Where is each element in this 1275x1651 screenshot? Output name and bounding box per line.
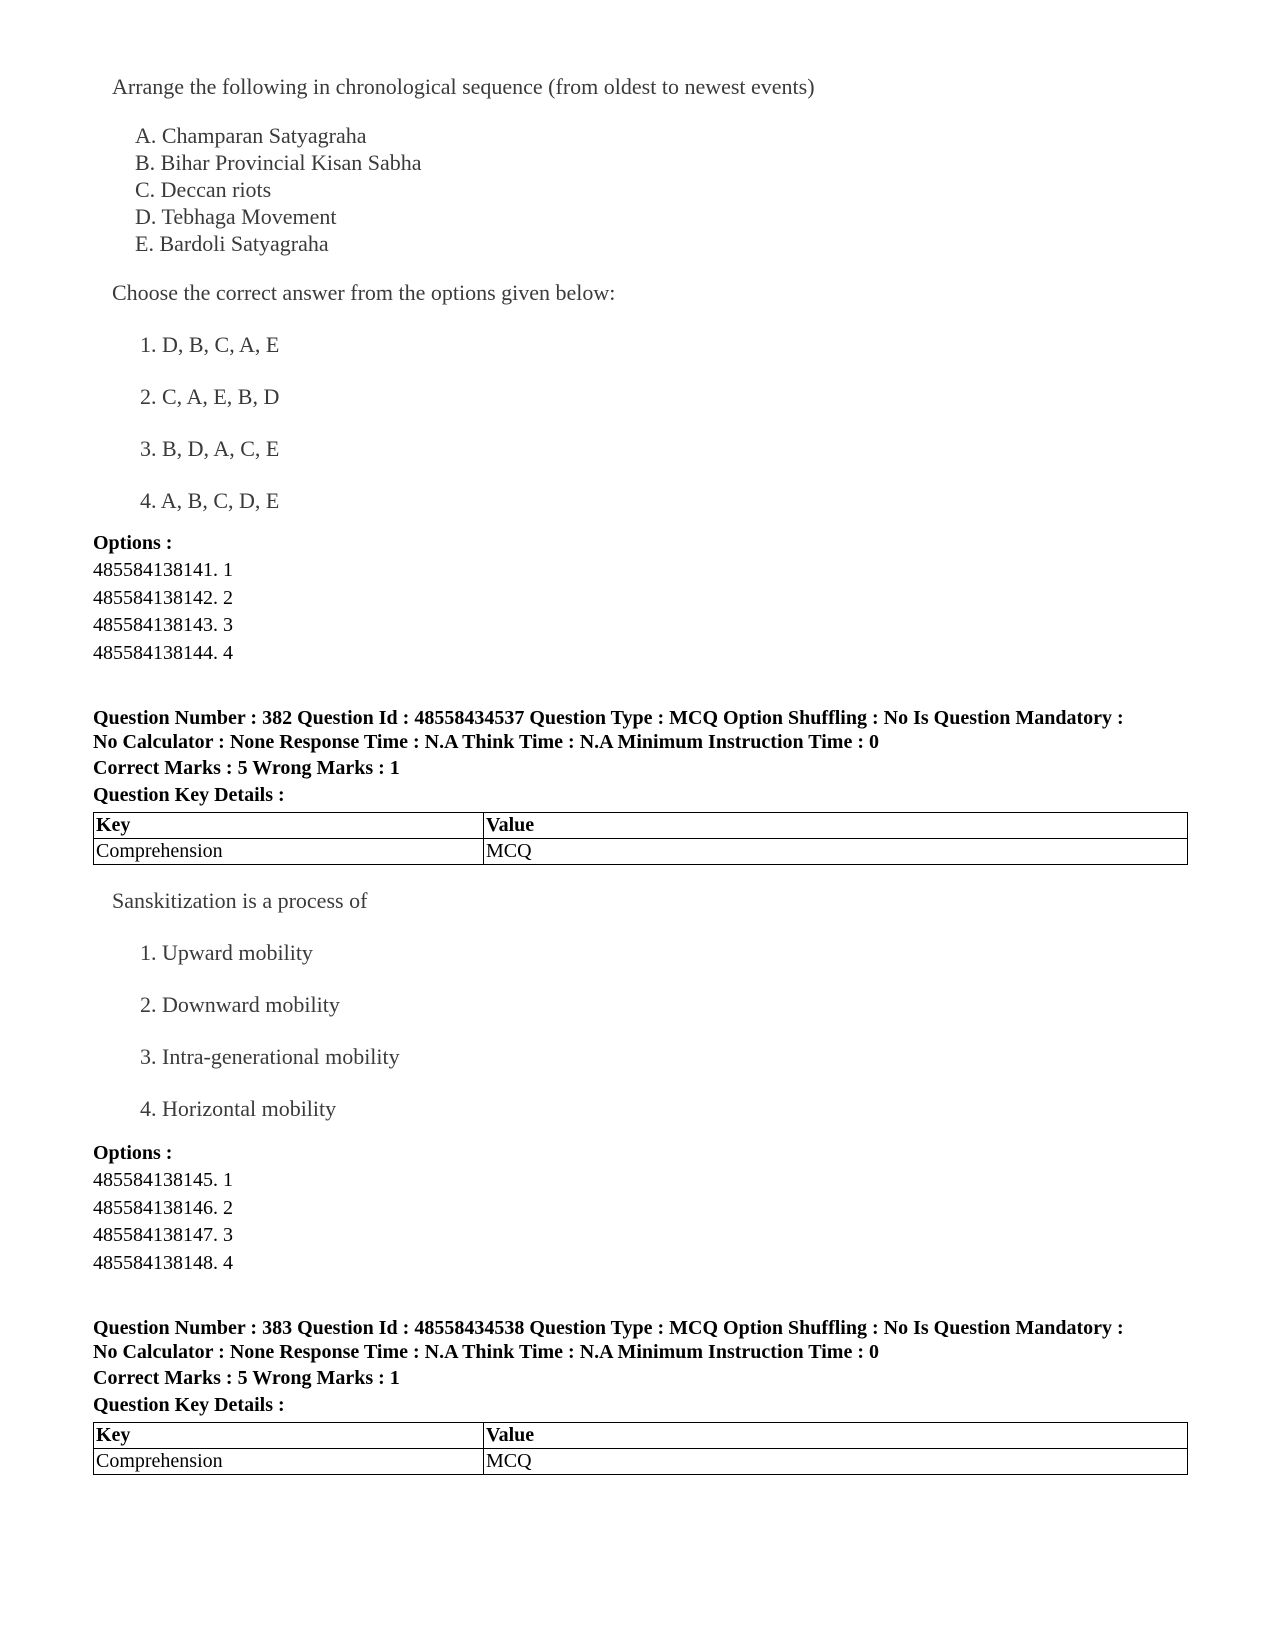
q381-choice-2: 2. C, A, E, B, D [140, 384, 280, 409]
q382-meta [93, 706, 1193, 754]
q381-option-1: 485584138141. 1 [93, 559, 233, 581]
value-cell: MCQ [484, 839, 1188, 865]
q381-item-a: A. Champaran Satyagraha [135, 123, 367, 148]
q381-stem: Arrange the following in chronological sequence (from oldest to newest events) [112, 74, 815, 99]
q383-meta [93, 1316, 1193, 1364]
key-cell: Comprehension [94, 839, 484, 865]
q382-marks: Correct Marks : 5 Wrong Marks : 1 [93, 757, 400, 779]
q382-stem: Sanskitization is a process of [112, 888, 368, 913]
q383-key-details-label: Question Key Details : [93, 1394, 285, 1416]
key-header: Key [94, 1423, 484, 1449]
q382-option-3: 485584138147. 3 [93, 1224, 233, 1246]
value-header: Value [484, 1423, 1188, 1449]
q383-meta-line2: No Calculator : None Response Time : N.A Think Time : N.A Minimum Instruction Time : 0 [93, 1341, 879, 1363]
q381-option-3: 485584138143. 3 [93, 614, 233, 636]
q381-options-label: Options : [93, 532, 173, 554]
q381-item-e: E. Bardoli Satyagraha [135, 231, 329, 256]
q383-key-table [93, 1422, 1188, 1475]
q382-meta-line1: Question Number : 382 Question Id : 48558434537 Question Type : MCQ Option Shuffling : No Is Question Mandatory : [93, 707, 1124, 729]
q381-item-d: D. Tebhaga Movement [135, 204, 337, 229]
q382-choice-3: 3. Intra-generational mobility [140, 1044, 400, 1069]
q383-marks: Correct Marks : 5 Wrong Marks : 1 [93, 1367, 400, 1389]
q382-choice-1: 1. Upward mobility [140, 940, 313, 965]
value-cell: MCQ [484, 1449, 1188, 1475]
q381-choice-4: 4. A, B, C, D, E [140, 488, 280, 513]
q382-choice-2: 2. Downward mobility [140, 992, 340, 1017]
q381-item-b: B. Bihar Provincial Kisan Sabha [135, 150, 422, 175]
q383-meta-line1: Question Number : 383 Question Id : 48558434538 Question Type : MCQ Option Shuffling : No Is Question Mandatory : [93, 1317, 1124, 1339]
q381-instruction: Choose the correct answer from the options given below: [112, 280, 616, 305]
value-header: Value [484, 813, 1188, 839]
q382-choice-4: 4. Horizontal mobility [140, 1096, 337, 1121]
table-row [94, 1449, 1188, 1475]
q381-choice-1: 1. D, B, C, A, E [140, 332, 280, 357]
q382-option-4: 485584138148. 4 [93, 1252, 233, 1274]
q381-item-c: C. Deccan riots [135, 177, 272, 202]
q382-option-1: 485584138145. 1 [93, 1169, 233, 1191]
key-cell: Comprehension [94, 1449, 484, 1475]
key-header: Key [94, 813, 484, 839]
q382-meta-line2: No Calculator : None Response Time : N.A Think Time : N.A Minimum Instruction Time : 0 [93, 731, 879, 753]
q381-option-2: 485584138142. 2 [93, 587, 233, 609]
table-row [94, 813, 1188, 839]
q381-choice-3: 3. B, D, A, C, E [140, 436, 280, 461]
q382-key-details-label: Question Key Details : [93, 784, 285, 806]
q382-option-2: 485584138146. 2 [93, 1197, 233, 1219]
q382-key-table [93, 812, 1188, 865]
table-row [94, 839, 1188, 865]
q382-options-label: Options : [93, 1142, 173, 1164]
q381-option-4: 485584138144. 4 [93, 642, 233, 664]
table-row [94, 1423, 1188, 1449]
